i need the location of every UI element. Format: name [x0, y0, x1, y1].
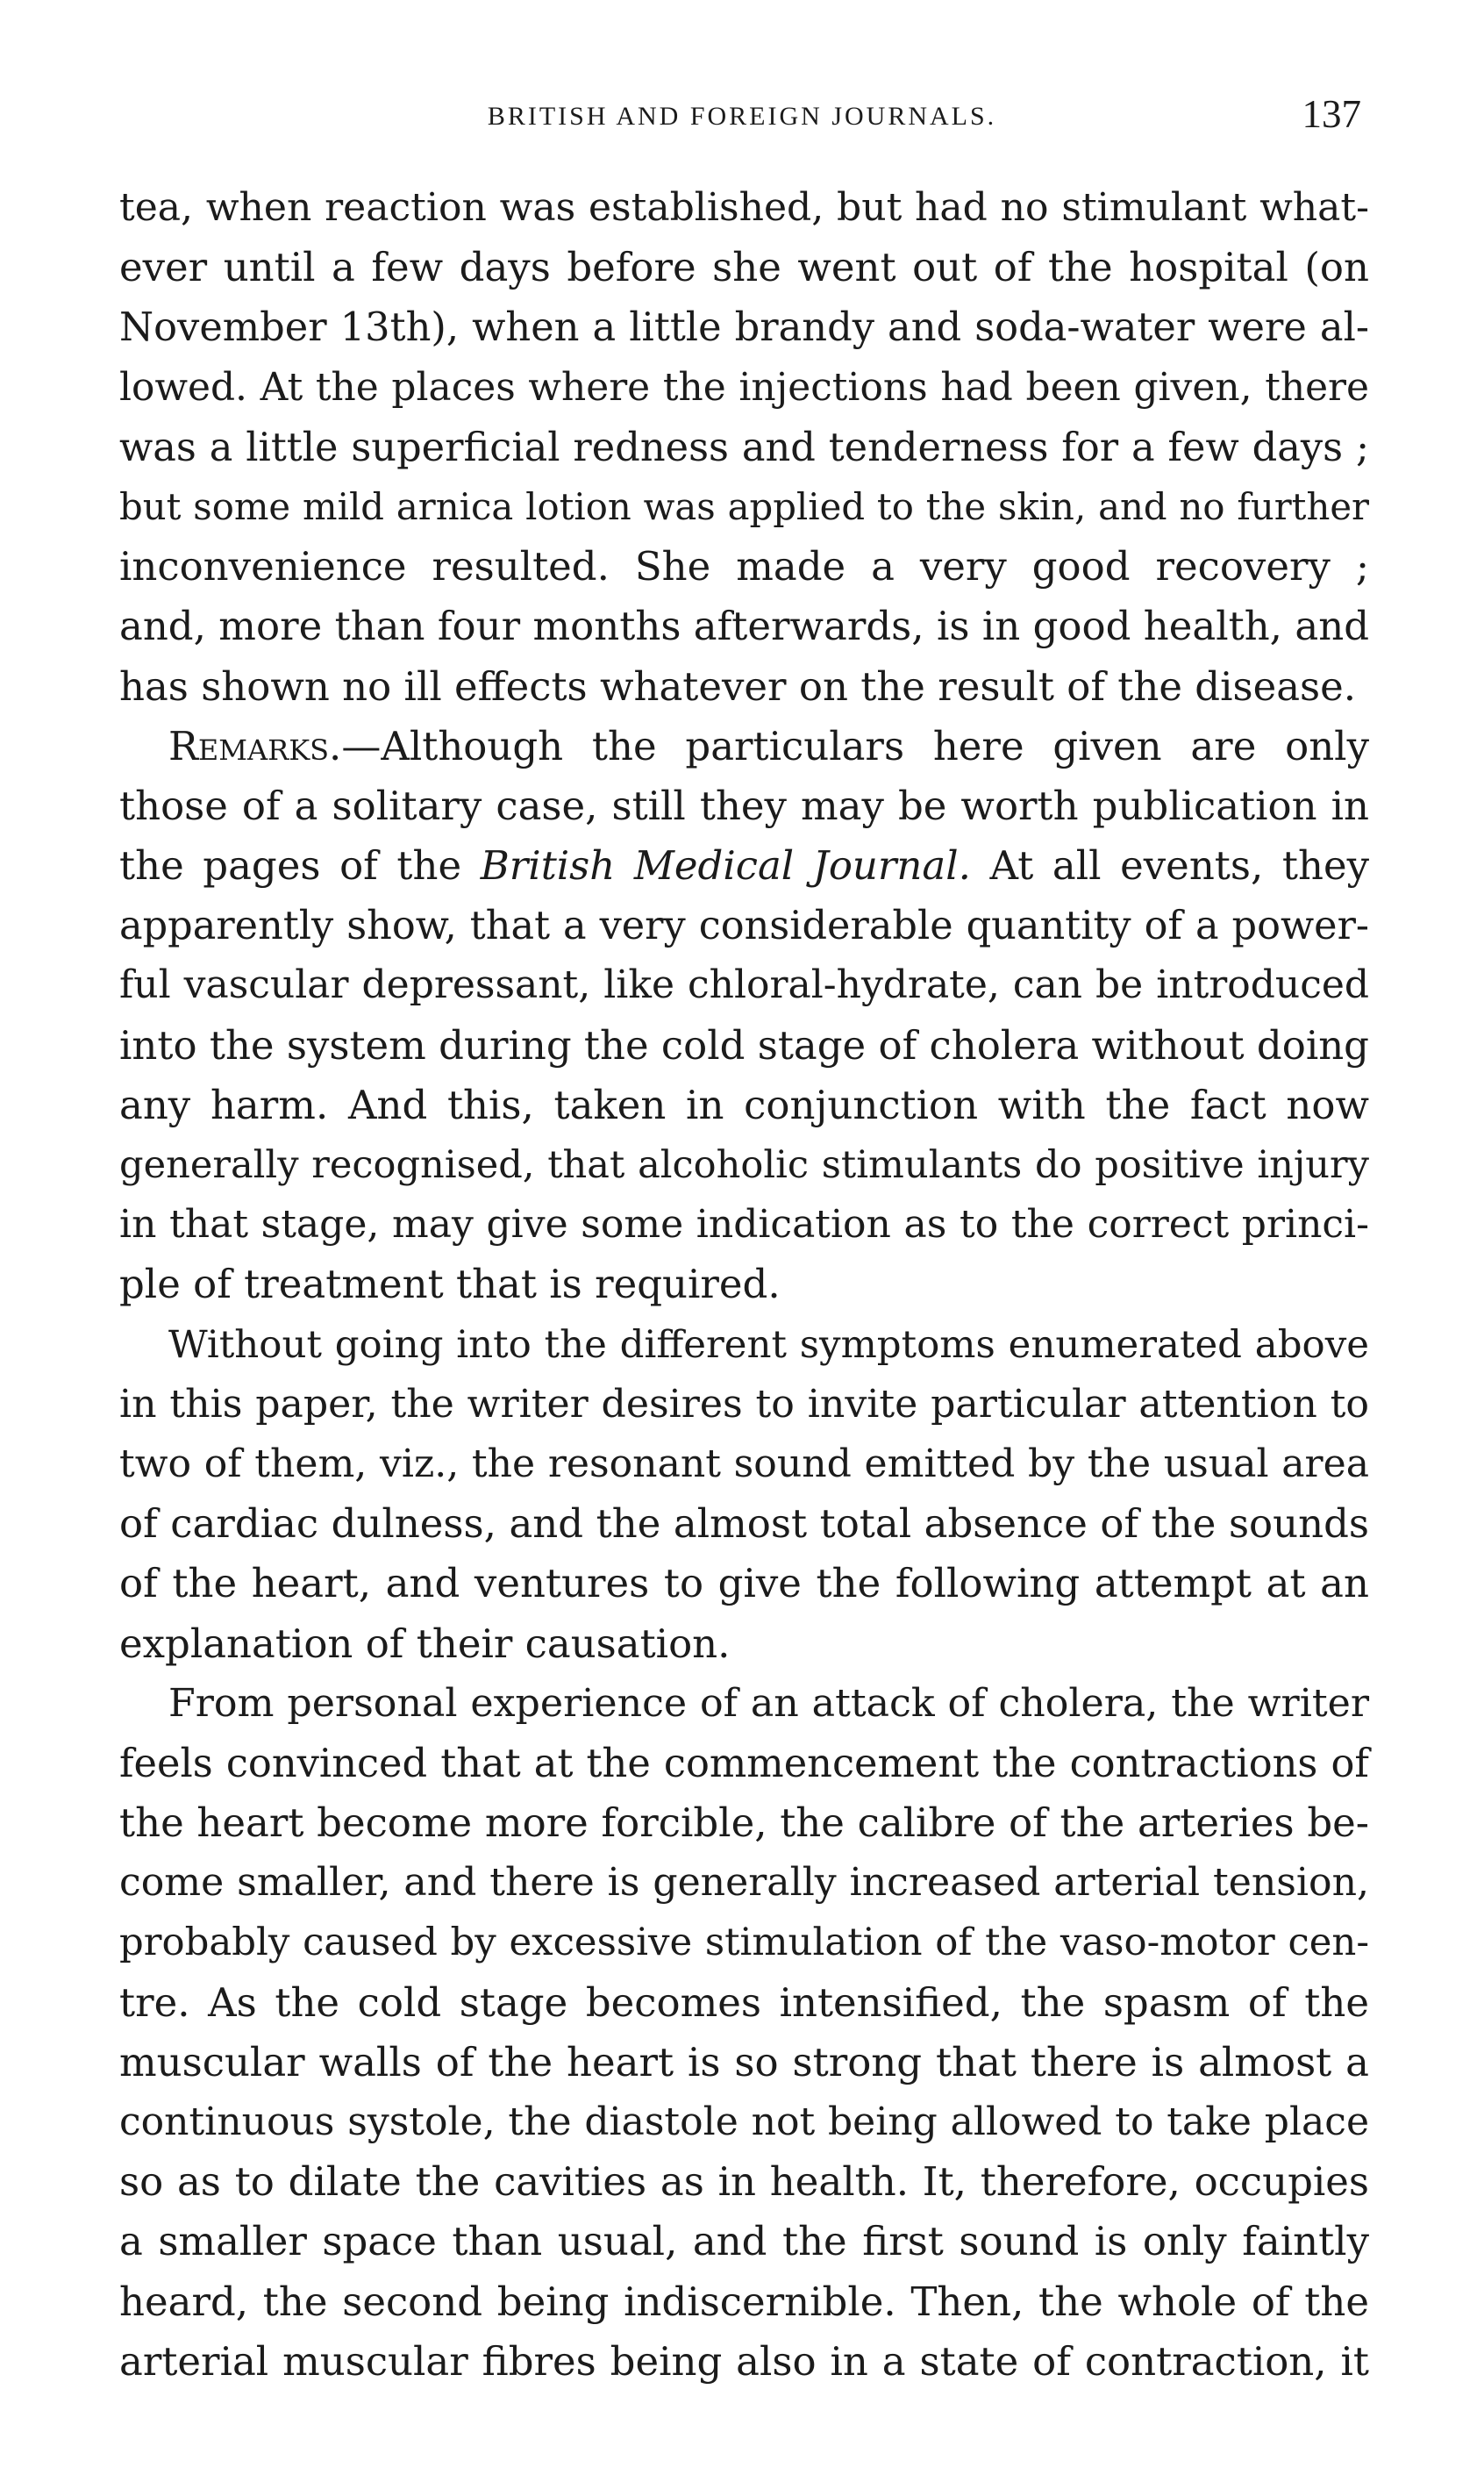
text-line: November 13th), when a little brandy and soda-water were al- — [119, 304, 1369, 351]
remarks-first-line — [119, 717, 1369, 776]
body-text — [119, 178, 1369, 2392]
remarks-journal-line — [119, 836, 1369, 896]
text-line: ever until a few days before she went out of the hospital (on — [119, 244, 1369, 291]
text-line: tre. As the cold stage becomes intensified, the spasm of the — [119, 1978, 1369, 2026]
line-text: the pages of the — [119, 842, 481, 890]
text-line: feels convinced that at the commencement the contractions of — [119, 1739, 1369, 1786]
text-line: a smaller space than usual, and the first sound is only faintly — [119, 2218, 1369, 2265]
text-line: those of a solitary case, still they may be worth publication in — [119, 782, 1369, 829]
page-number: 137 — [1302, 92, 1361, 136]
text-line: ful vascular depressant, like chloral-hydrate, can be introduced — [119, 962, 1369, 1008]
text-line: From personal experience of an attack of cholera, the writer — [168, 1680, 1369, 1726]
text-line: so as to dilate the cavities as in health. It, therefore, occupies — [119, 2158, 1369, 2206]
text-line: heard, the second being indiscernible. Then, the whole of the — [119, 2278, 1369, 2325]
line-text: At all events, they — [970, 842, 1370, 890]
text-line: tea, when reaction was established, but had no stimulant what- — [119, 185, 1369, 230]
text-line: any harm. And this, taken in conjunction with the fact now — [119, 1081, 1369, 1128]
remarks-heading: Remarks. — [168, 722, 342, 769]
running-title: BRITISH AND FOREIGN JOURNALS. — [487, 102, 997, 131]
text-line: continuous systole, the diastole not being allowed to take place — [119, 2099, 1369, 2144]
text-line: in that stage, may give some indication as to the correct princi- — [119, 1202, 1369, 1248]
text-line: generally recognised, that alcoholic stimulants do positive injury — [119, 1143, 1369, 1187]
journal-title: British Medical Journal. — [480, 842, 971, 890]
text-line: arterial muscular fibres being also in a state of contraction, it — [119, 2337, 1369, 2385]
text-line: inconvenience resulted. She made a very good recovery ; — [119, 543, 1369, 590]
text-line: ple of treatment that is required. — [119, 1261, 781, 1308]
text-line: apparently show, that a very considerable quantity of a power- — [119, 903, 1369, 949]
text-line: Without going into the different symptoms enumerated above — [168, 1322, 1369, 1367]
text-line: lowed. At the places where the injections had been given, there — [119, 364, 1369, 410]
text-line: has shown no ill effects whatever on the result of the disease. — [119, 662, 1357, 710]
text-line: and, more than four months afterwards, is in good health, and — [119, 603, 1369, 650]
text-line: of cardiac dulness, and the almost total absence of the sounds — [119, 1500, 1369, 1548]
text-line: into the system during the cold stage of cholera without doing — [119, 1021, 1369, 1069]
text-line: was a little superficial redness and tenderness for a few days ; — [119, 424, 1369, 470]
text-line: of the heart, and ventures to give the following attempt at an — [119, 1560, 1369, 1607]
text-line: come smaller, and there is generally increased arterial tension, — [119, 1860, 1369, 1906]
text-line: explanation of their causation. — [119, 1620, 731, 1667]
text-line: but some mild arnica lotion was applied to the skin, and no further — [119, 484, 1369, 528]
text-line: the heart become more forcible, the calibre of the arteries be- — [119, 1799, 1369, 1847]
text-line: probably caused by excessive stimulation of the vaso-motor cen- — [119, 1921, 1369, 1965]
text-line: in this paper, the writer desires to invite particular attention to — [119, 1381, 1369, 1427]
running-header — [119, 92, 1365, 139]
text-line: muscular walls of the heart is so strong that there is almost a — [119, 2038, 1369, 2085]
remarks-line-text: —Although the particulars here given are only — [341, 722, 1369, 769]
text-line: two of them, viz., the resonant sound emitted by the usual area — [119, 1441, 1369, 1486]
